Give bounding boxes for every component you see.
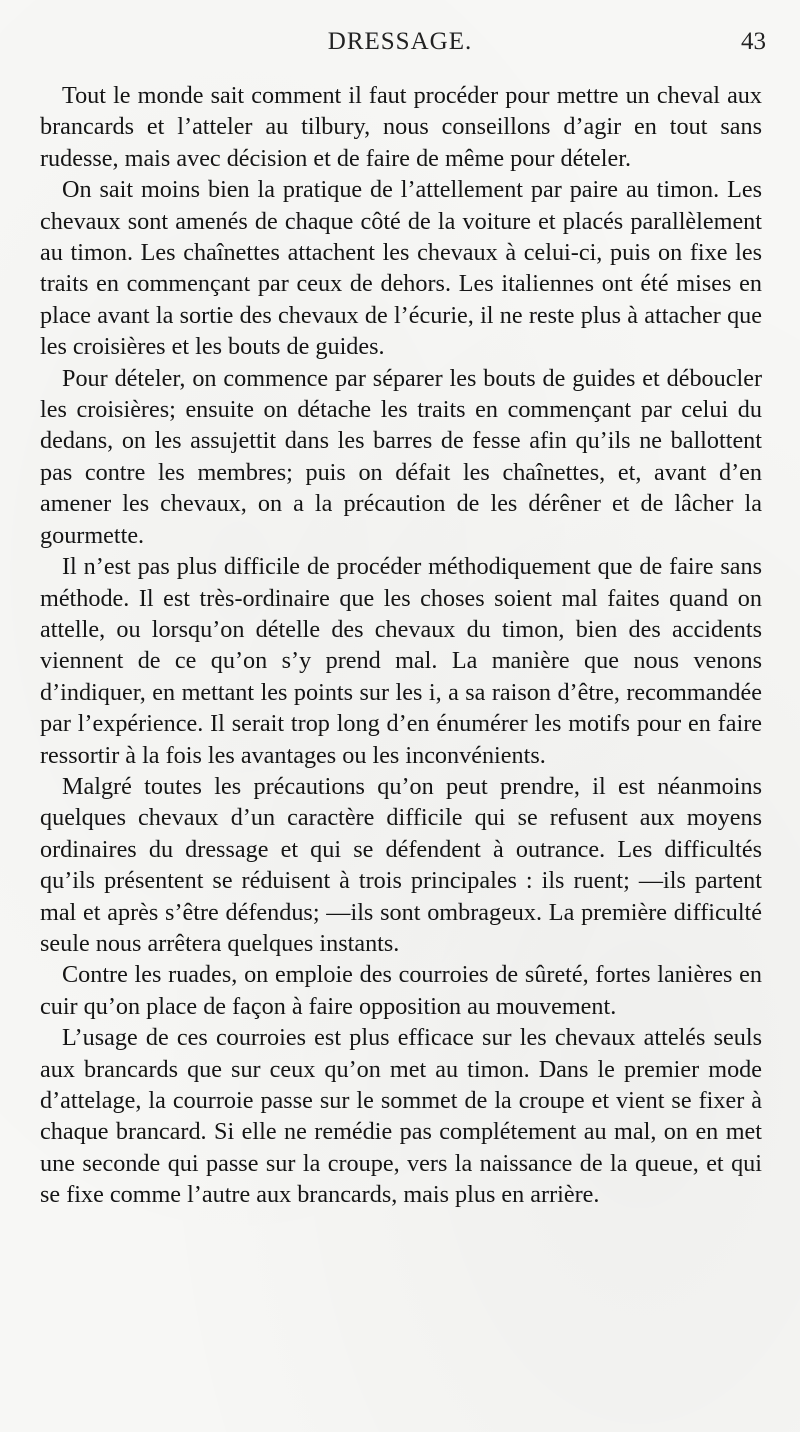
body-text [40, 80, 762, 1211]
page-number: 43 [741, 28, 766, 55]
paragraph-unharnessing: Pour dételer, on commence par séparer les bouts de guides et déboucler les croisières; ensuite on détache les traits en commençant par celui du dedans, on les assujettit dans les barres de fesse afin qu’ils ne ballottent pas contre les membres; puis on défait les chaînettes, et, avant d’en amener les chevaux, on a la précaution de les dérêner et de lâcher la gourmette. [40, 364, 762, 549]
paragraph-kicking: Contre les ruades, on emploie des courroies de sûreté, fortes lanières en cuir qu’on place de façon à faire opposition au mouvement. [40, 961, 762, 1020]
paragraph-harnessing-pair: On sait moins bien la pratique de l’attellement par paire au timon. Les chevaux sont amenés de chaque côté de la voiture et placés parallèlement au timon. Les chaînettes attachent les chevaux à celui-ci, puis on fixe les traits en commençant par ceux de dehors. Les italiennes ont été mises en place avant la sortie des chevaux de l’écurie, il ne reste plus à attacher que les croisières et les bouts de guides. [40, 176, 762, 361]
paragraph-harnessing-single: Tout le monde sait comment il faut procéder pour mettre un cheval aux brancards et l’atteler au tilbury, nous conseillons d’agir en tout sans rudesse, mais avec décision et de faire de même pour dételer. [40, 82, 762, 172]
page-header [0, 28, 800, 62]
paragraph-method: Il n’est pas plus difficile de procéder méthodiquement que de faire sans méthode. Il est très-ordinaire que les choses soient mal faites quand on attelle, ou lorsqu’on dételle des chevaux du timon, bien des accidents viennent de ce qu’on s’y prend mal. La manière que nous venons d’indiquer, en mettant les points sur les i, a sa raison d’être, recommandée par l’expérience. Il serait trop long d’en énumérer les motifs pour en faire ressortir à la fois les avantages ou les inconvénients. [40, 553, 762, 769]
paragraph-safety-straps: L’usage de ces courroies est plus efficace sur les chevaux attelés seuls aux brancards que sur ceux qu’on met au timon. Dans le premier mode d’attelage, la courroie passe sur le sommet de la croupe et vient se fixer à chaque brancard. Si elle ne remédie pas complétement au mal, on en met une seconde qui passe sur la croupe, vers la naissance de la queue, et qui se fixe comme l’autre aux brancards, mais plus en arrière. [40, 1024, 762, 1209]
running-title: DRESSAGE. [327, 28, 473, 55]
paragraph-difficult-horses: Malgré toutes les précautions qu’on peut prendre, il est néanmoins quelques chevaux d’un caractère difficile qui se refusent aux moyens ordinaires du dressage et qui se défendent à outrance. Les difficultés qu’ils présentent se réduisent à trois principales : ils ruent; —ils partent mal et après s’être défendus; —ils sont ombrageux. La première difficulté seule nous arrêtera quelques instants. [40, 772, 762, 957]
